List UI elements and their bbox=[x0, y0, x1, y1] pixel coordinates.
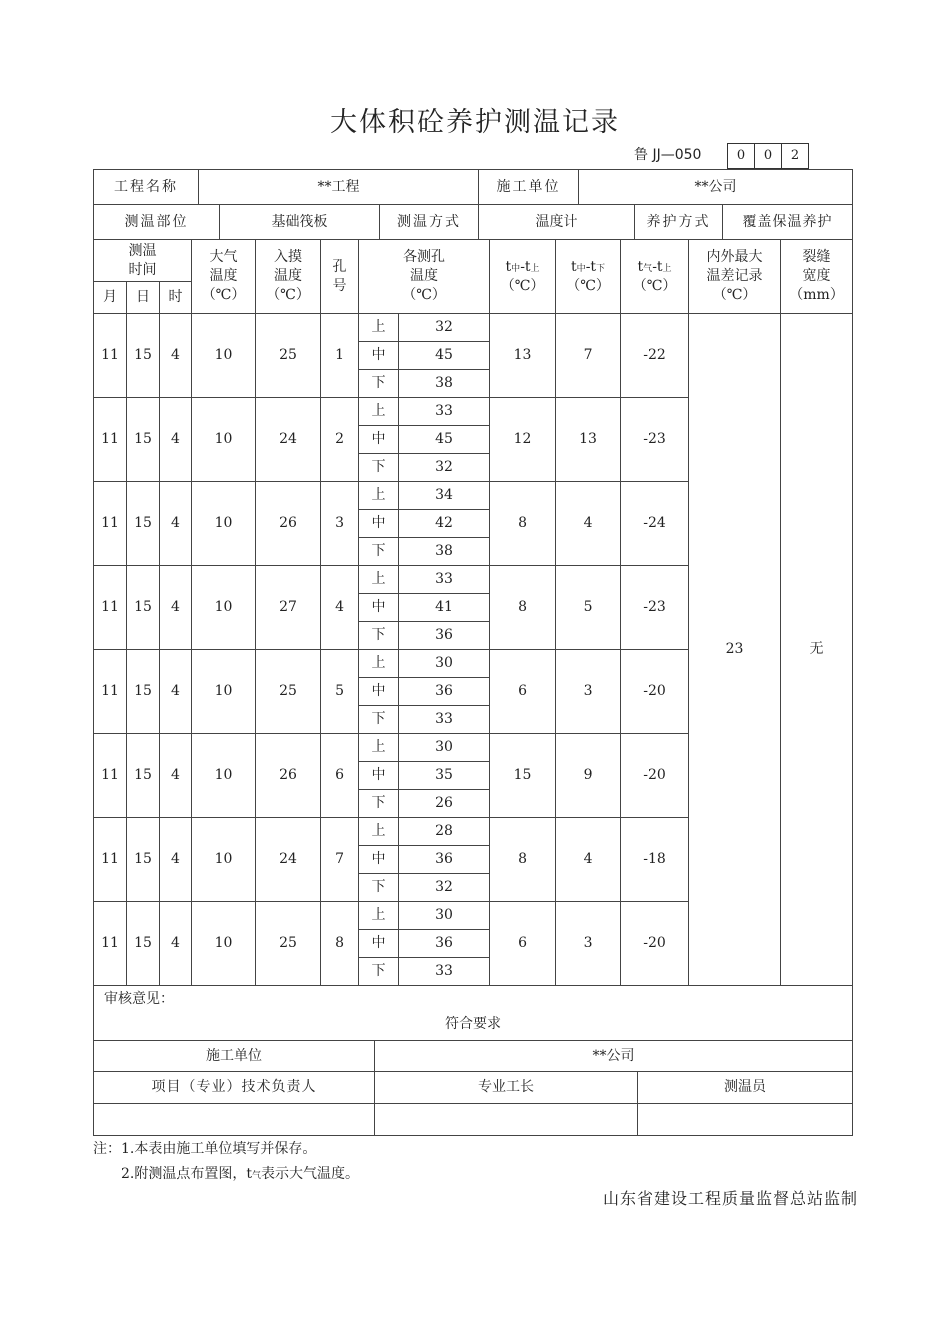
cell-temp-bot: 32 bbox=[399, 874, 490, 902]
cell-mold-temp: 24 bbox=[256, 818, 321, 902]
cell-pos-mid: 中 bbox=[359, 342, 399, 370]
cell-pos-mid: 中 bbox=[359, 762, 399, 790]
cell-diff-mid-top: 12 bbox=[490, 398, 556, 482]
cell-diff-mid-bot: 5 bbox=[556, 566, 621, 650]
cell-diff-mid-bot: 4 bbox=[556, 482, 621, 566]
cell-hour: 4 bbox=[160, 650, 192, 734]
cell-temp-top: 28 bbox=[399, 818, 490, 846]
cell-hole-no: 4 bbox=[321, 566, 359, 650]
cell-temp-bot: 38 bbox=[399, 370, 490, 398]
diff-minus: -t bbox=[652, 258, 663, 275]
cell-air-temp: 10 bbox=[192, 566, 256, 650]
method-label: 测温方式 bbox=[380, 205, 479, 240]
cell-temp-top: 33 bbox=[399, 398, 490, 426]
form-number-digit: 0 bbox=[754, 143, 782, 169]
cell-air-temp: 10 bbox=[192, 902, 256, 986]
temperature-table bbox=[93, 239, 853, 986]
cell-pos-mid: 中 bbox=[359, 510, 399, 538]
cell-pos-top: 上 bbox=[359, 734, 399, 762]
cell-month: 11 bbox=[94, 818, 127, 902]
cell-temp-bot: 32 bbox=[399, 454, 490, 482]
cell-pos-mid: 中 bbox=[359, 846, 399, 874]
cell-diff-mid-bot: 4 bbox=[556, 818, 621, 902]
cell-diff-air-top: -18 bbox=[621, 818, 689, 902]
cell-pos-bot: 下 bbox=[359, 958, 399, 986]
cell-temp-bot: 36 bbox=[399, 622, 490, 650]
cell-temp-top: 33 bbox=[399, 566, 490, 594]
unit-value: **公司 bbox=[579, 170, 853, 205]
cell-hole-no: 3 bbox=[321, 482, 359, 566]
cell-diff-mid-top: 15 bbox=[490, 734, 556, 818]
cell-pos-top: 上 bbox=[359, 650, 399, 678]
cell-hole-no: 5 bbox=[321, 650, 359, 734]
cell-temp-bot: 38 bbox=[399, 538, 490, 566]
header-mold-temp bbox=[256, 240, 321, 314]
cell-diff-air-top: -20 bbox=[621, 902, 689, 986]
cell-temp-mid: 36 bbox=[399, 930, 490, 958]
curing-label: 养护方式 bbox=[635, 205, 723, 240]
header-holes-temp bbox=[359, 240, 490, 314]
cell-temp-top: 34 bbox=[399, 482, 490, 510]
cell-air-temp: 10 bbox=[192, 398, 256, 482]
cell-diff-air-top: -23 bbox=[621, 566, 689, 650]
cell-diff-air-top: -24 bbox=[621, 482, 689, 566]
cell-diff-air-top: -20 bbox=[621, 734, 689, 818]
part-label: 测温部位 bbox=[94, 205, 220, 240]
cell-air-temp: 10 bbox=[192, 818, 256, 902]
cell-hole-no: 6 bbox=[321, 734, 359, 818]
tech-lead-label: 项目（专业）技术负责人 bbox=[94, 1072, 375, 1104]
header-max-diff bbox=[689, 240, 781, 314]
cell-diff-mid-top: 6 bbox=[490, 650, 556, 734]
form-number-digit: 0 bbox=[727, 143, 755, 169]
cell-diff-mid-top: 8 bbox=[490, 482, 556, 566]
cell-hour: 4 bbox=[160, 482, 192, 566]
note-2-tail: 表示大气温度。 bbox=[261, 1166, 359, 1182]
diff-unit: （℃） bbox=[632, 277, 677, 294]
cell-pos-top: 上 bbox=[359, 818, 399, 846]
cell-month: 11 bbox=[94, 734, 127, 818]
cell-max-diff: 23 bbox=[689, 314, 781, 986]
cell-air-temp: 10 bbox=[192, 734, 256, 818]
cell-hour: 4 bbox=[160, 314, 192, 398]
cell-air-temp: 10 bbox=[192, 650, 256, 734]
cell-mold-temp: 25 bbox=[256, 314, 321, 398]
cell-mold-temp: 27 bbox=[256, 566, 321, 650]
cell-mold-temp: 24 bbox=[256, 398, 321, 482]
cell-temp-top: 30 bbox=[399, 734, 490, 762]
cell-temp-bot: 33 bbox=[399, 706, 490, 734]
diff-unit: （℃） bbox=[566, 277, 610, 294]
review-label: 审核意见： bbox=[104, 991, 174, 1007]
cell-temp-top: 30 bbox=[399, 902, 490, 930]
project-label: 工程名称 bbox=[94, 170, 199, 205]
header-crack-text: 裂缝 宽度 （mm） bbox=[789, 249, 844, 303]
cell-hour: 4 bbox=[160, 734, 192, 818]
cell-mold-temp: 25 bbox=[256, 902, 321, 986]
cell-pos-mid: 中 bbox=[359, 426, 399, 454]
cell-hour: 4 bbox=[160, 566, 192, 650]
cell-diff-mid-bot: 3 bbox=[556, 650, 621, 734]
cell-diff-mid-top: 8 bbox=[490, 818, 556, 902]
cell-temp-mid: 36 bbox=[399, 846, 490, 874]
header-crack bbox=[781, 240, 853, 314]
cell-crack-width: 无 bbox=[781, 314, 853, 986]
cell-temp-mid: 41 bbox=[399, 594, 490, 622]
header-time bbox=[94, 240, 192, 282]
cell-diff-mid-bot: 3 bbox=[556, 902, 621, 986]
cell-diff-mid-bot: 13 bbox=[556, 398, 621, 482]
cell-temp-bot: 33 bbox=[399, 958, 490, 986]
cell-diff-air-top: -23 bbox=[621, 398, 689, 482]
cell-month: 11 bbox=[94, 566, 127, 650]
measurer-label: 测温员 bbox=[638, 1072, 853, 1104]
diff-minus: -t bbox=[520, 258, 531, 275]
cell-mold-temp: 25 bbox=[256, 650, 321, 734]
header-time-text: 测温 时间 bbox=[128, 242, 157, 278]
measure-info-table bbox=[93, 204, 853, 240]
cell-hole-no: 7 bbox=[321, 818, 359, 902]
diff-t: t bbox=[505, 258, 512, 275]
header-air-temp bbox=[192, 240, 256, 314]
form-number-boxes bbox=[727, 143, 808, 169]
cell-day: 15 bbox=[127, 566, 160, 650]
note-1: 注：1.本表由施工单位填写并保存。 bbox=[93, 1141, 317, 1157]
cell-month: 11 bbox=[94, 314, 127, 398]
note-2 bbox=[121, 1163, 359, 1183]
cell-hour: 4 bbox=[160, 902, 192, 986]
review-cell bbox=[94, 986, 853, 1041]
note-2-sub: 气 bbox=[251, 1171, 261, 1181]
cell-temp-mid: 36 bbox=[399, 678, 490, 706]
cell-temp-mid: 35 bbox=[399, 762, 490, 790]
header-day: 日 bbox=[127, 282, 160, 314]
cell-pos-bot: 下 bbox=[359, 370, 399, 398]
cell-pos-top: 上 bbox=[359, 566, 399, 594]
cell-month: 11 bbox=[94, 902, 127, 986]
header-diff-mid-top bbox=[490, 240, 556, 314]
cell-day: 15 bbox=[127, 650, 160, 734]
header-hole-text: 孔 号 bbox=[332, 258, 347, 294]
cell-diff-mid-bot: 9 bbox=[556, 734, 621, 818]
cell-month: 11 bbox=[94, 482, 127, 566]
cell-temp-bot: 26 bbox=[399, 790, 490, 818]
diff-sub: 中 bbox=[511, 263, 521, 274]
diff-sub: 上 bbox=[530, 263, 540, 274]
part-value: 基础筏板 bbox=[220, 205, 380, 240]
note-2-text: 2.附测温点布置图，t bbox=[121, 1166, 252, 1182]
cell-pos-bot: 下 bbox=[359, 538, 399, 566]
cell-temp-top: 30 bbox=[399, 650, 490, 678]
curing-value: 覆盖保温养护 bbox=[723, 205, 853, 240]
form-code: 鲁 JJ—050 bbox=[634, 147, 702, 163]
cell-diff-air-top: -20 bbox=[621, 650, 689, 734]
diff-unit: （℃） bbox=[500, 277, 545, 294]
header-hole-no bbox=[321, 240, 359, 314]
header-air-text: 大气 温度 （℃） bbox=[201, 249, 246, 303]
diff-sub: 上 bbox=[662, 263, 672, 274]
cell-pos-bot: 下 bbox=[359, 874, 399, 902]
review-text: 符合要求 bbox=[445, 1015, 501, 1032]
cell-air-temp: 10 bbox=[192, 314, 256, 398]
cell-pos-bot: 下 bbox=[359, 706, 399, 734]
cell-diff-mid-top: 8 bbox=[490, 566, 556, 650]
footer-issuer: 山东省建设工程质量监督总站监制 bbox=[602, 1189, 858, 1208]
cell-diff-mid-top: 6 bbox=[490, 902, 556, 986]
cell-day: 15 bbox=[127, 902, 160, 986]
cell-day: 15 bbox=[127, 818, 160, 902]
measurer-signature[interactable] bbox=[638, 1104, 853, 1136]
header-hour: 时 bbox=[160, 282, 192, 314]
diff-minus: -t bbox=[585, 258, 597, 275]
cell-pos-mid: 中 bbox=[359, 678, 399, 706]
cell-month: 11 bbox=[94, 650, 127, 734]
cell-diff-mid-top: 13 bbox=[490, 314, 556, 398]
cell-hole-no: 2 bbox=[321, 398, 359, 482]
cell-diff-air-top: -22 bbox=[621, 314, 689, 398]
cell-hour: 4 bbox=[160, 818, 192, 902]
cell-pos-mid: 中 bbox=[359, 930, 399, 958]
sign-unit-label: 施工单位 bbox=[94, 1041, 375, 1072]
cell-day: 15 bbox=[127, 398, 160, 482]
cell-pos-mid: 中 bbox=[359, 594, 399, 622]
diff-sub: 下 bbox=[596, 263, 606, 274]
page-title: 大体积砼养护测温记录 bbox=[330, 107, 620, 138]
cell-pos-bot: 下 bbox=[359, 790, 399, 818]
cell-diff-mid-bot: 7 bbox=[556, 314, 621, 398]
diff-sub: 中 bbox=[576, 263, 586, 274]
cell-pos-top: 上 bbox=[359, 482, 399, 510]
cell-temp-mid: 45 bbox=[399, 342, 490, 370]
cell-pos-bot: 下 bbox=[359, 454, 399, 482]
header-holes-text: 各测孔 温度 （℃） bbox=[402, 249, 446, 303]
tech-lead-signature[interactable] bbox=[94, 1104, 375, 1136]
table-row bbox=[94, 314, 853, 342]
header-mold-text: 入摸 温度 （℃） bbox=[266, 249, 310, 303]
cell-air-temp: 10 bbox=[192, 482, 256, 566]
cell-day: 15 bbox=[127, 482, 160, 566]
cell-hole-no: 1 bbox=[321, 314, 359, 398]
project-value: **工程 bbox=[199, 170, 479, 205]
review-sign-table bbox=[93, 985, 853, 1136]
cell-temp-top: 32 bbox=[399, 314, 490, 342]
cell-temp-mid: 45 bbox=[399, 426, 490, 454]
project-info-table bbox=[93, 169, 853, 205]
cell-month: 11 bbox=[94, 398, 127, 482]
cell-hour: 4 bbox=[160, 398, 192, 482]
cell-pos-bot: 下 bbox=[359, 622, 399, 650]
sign-unit-value: **公司 bbox=[375, 1041, 853, 1072]
foreman-label: 专业工长 bbox=[375, 1072, 638, 1104]
cell-pos-top: 上 bbox=[359, 902, 399, 930]
cell-day: 15 bbox=[127, 734, 160, 818]
cell-hole-no: 8 bbox=[321, 902, 359, 986]
diff-t: t bbox=[637, 258, 644, 275]
unit-label: 施工单位 bbox=[479, 170, 579, 205]
cell-pos-top: 上 bbox=[359, 398, 399, 426]
diff-sub: 气 bbox=[643, 263, 653, 274]
form-number-digit: 2 bbox=[781, 143, 809, 169]
cell-mold-temp: 26 bbox=[256, 734, 321, 818]
cell-day: 15 bbox=[127, 314, 160, 398]
method-value: 温度计 bbox=[479, 205, 635, 240]
foreman-signature[interactable] bbox=[375, 1104, 638, 1136]
cell-temp-mid: 42 bbox=[399, 510, 490, 538]
header-maxdiff-text: 内外最大 温差记录 （℃） bbox=[706, 249, 763, 303]
cell-mold-temp: 26 bbox=[256, 482, 321, 566]
header-month: 月 bbox=[94, 282, 127, 314]
diff-t: t bbox=[571, 258, 577, 275]
cell-pos-top: 上 bbox=[359, 314, 399, 342]
header-diff-air-top bbox=[621, 240, 689, 314]
header-diff-mid-bot bbox=[556, 240, 621, 314]
